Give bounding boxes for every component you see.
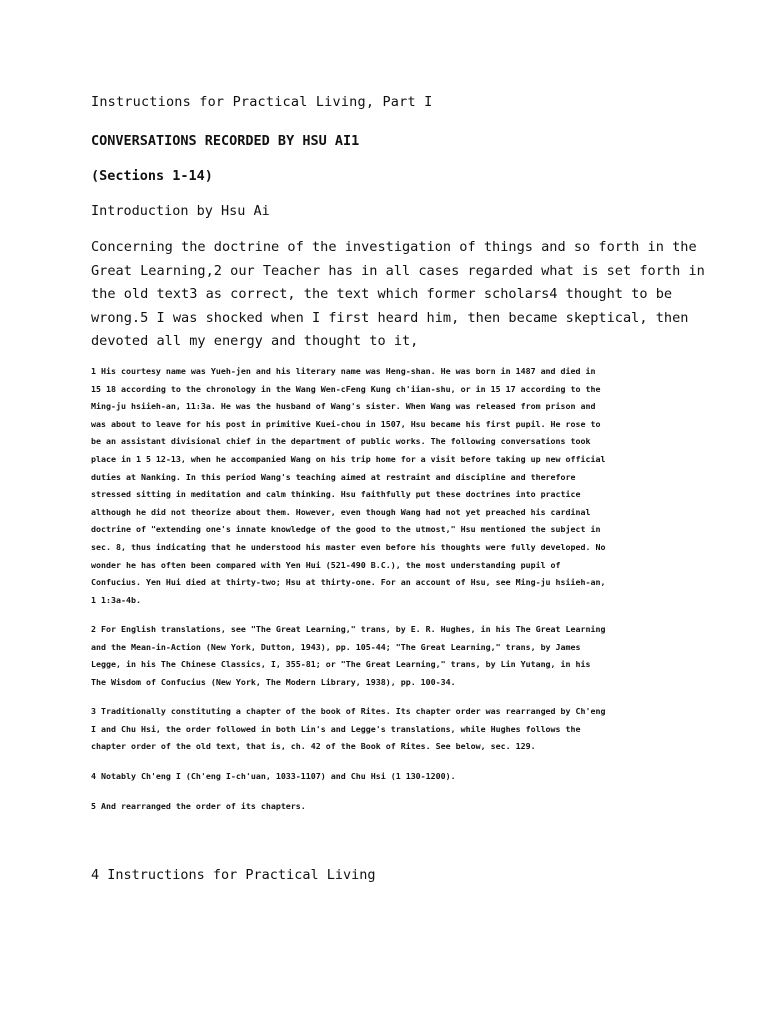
footnote-line: 15 18 according to the chronology in the Wang Wen-cFeng Kung ch'iian-shu, or in 15 17 according to the — [91, 383, 601, 394]
footnote-4 — [91, 768, 691, 786]
footnote-line: be an assistant divisional chief in the department of public works. The following conversations took — [91, 436, 591, 447]
footnote-line: doctrine of "extending one's innate knowledge of the good to the utmost," Hsu mentioned the subject in — [91, 524, 601, 535]
body-paragraph — [91, 236, 705, 354]
footnote-line: I and Chu Hsi, the order followed in both Lin's and Legge's translations, while Hughes follows the — [91, 723, 581, 734]
footnote-line: Ming-ju hsiieh-an, 11:3a. He was the husband of Wang's sister. When Wang was released from prison and — [91, 401, 596, 412]
footnote-line: Confucius. Yen Hui died at thirty-two; Hsu at thirty-one. For an account of Hsu, see Ming-ju hsiieh-an, — [91, 577, 606, 588]
footnote-line: stressed sitting in meditation and calm thinking. Hsu faithfully put these doctrines into practice — [91, 489, 581, 500]
footnote-1 — [91, 363, 691, 609]
footnote-line: 3 Traditionally constituting a chapter of the book of Rites. Its chapter order was rearranged by Ch'eng — [91, 706, 606, 716]
footnote-line: and the Mean-in-Action (New York, Dutton, 1943), pp. 105-44; "The Great Learning," trans, by James — [91, 641, 581, 652]
footnote-line: 1 1:3a-4b. — [91, 594, 141, 605]
footnote-5 — [91, 798, 691, 816]
footnote-line: wonder he has often been compared with Yen Hui (521-490 B.C.), the most understanding pupil of — [91, 559, 561, 570]
body-line: devoted all my energy and thought to it, — [91, 333, 419, 350]
running-header: 4 Instructions for Practical Living — [91, 867, 376, 883]
body-line: wrong.5 I was shocked when I first heard him, then became skeptical, then — [91, 309, 689, 326]
footnote-2 — [91, 621, 691, 691]
body-line: Concerning the doctrine of the investigation of things and so forth in the — [91, 239, 697, 255]
footnote-line: was about to leave for his post in primitive Kuei-chou in 1507, Hsu became his first pupil. He rose to — [91, 418, 601, 429]
footnote-line: 2 For English translations, see "The Great Learning," trans, by E. R. Hughes, in his The Great Learning — [91, 624, 606, 634]
footnote-3 — [91, 703, 691, 756]
introduction-heading: Introduction by Hsu Ai — [91, 203, 270, 219]
footnote-line: 4 Notably Ch'eng I (Ch'eng I-ch'uan, 1033-1107) and Chu Hsi (1 130-1200). — [91, 771, 456, 781]
body-line: Great Learning,2 our Teacher has in all cases regarded what is set forth in — [91, 262, 705, 279]
footnote-line: 5 And rearranged the order of its chapters. — [91, 801, 306, 811]
sections-range: (Sections 1-14) — [91, 168, 213, 184]
body-line: the old text3 as correct, the text which former scholars4 thought to be — [91, 286, 673, 303]
footnote-line: sec. 8, thus indicating that he understood his master even before his thoughts were fully developed. No — [91, 541, 606, 552]
footnote-line: place in 1 5 12-13, when he accompanied Wang on his trip home for a visit before taking up new official — [91, 453, 606, 464]
document-title: Instructions for Practical Living, Part I — [91, 94, 433, 110]
document-subtitle: CONVERSATIONS RECORDED BY HSU AI1 — [91, 133, 360, 149]
footnote-line: duties at Nanking. In this period Wang's teaching aimed at restraint and discipline and therefore — [91, 471, 576, 482]
footnote-line: chapter order of the old text, that is, ch. 42 of the Book of Rites. See below, sec. 129. — [91, 741, 536, 752]
footnote-line: 1 His courtesy name was Yueh-jen and his literary name was Heng-shan. He was born in 1487 and died in — [91, 366, 596, 376]
footnote-line: although he did not theorize about them. However, even though Wang had not yet preached his cardinal — [91, 506, 591, 517]
footnote-line: The Wisdom of Confucius (New York, The Modern Library, 1938), pp. 100-34. — [91, 676, 456, 687]
footnote-line: Legge, in his The Chinese Classics, I, 355-81; or "The Great Learning," trans, by Lin Yutang, in his — [91, 659, 591, 670]
